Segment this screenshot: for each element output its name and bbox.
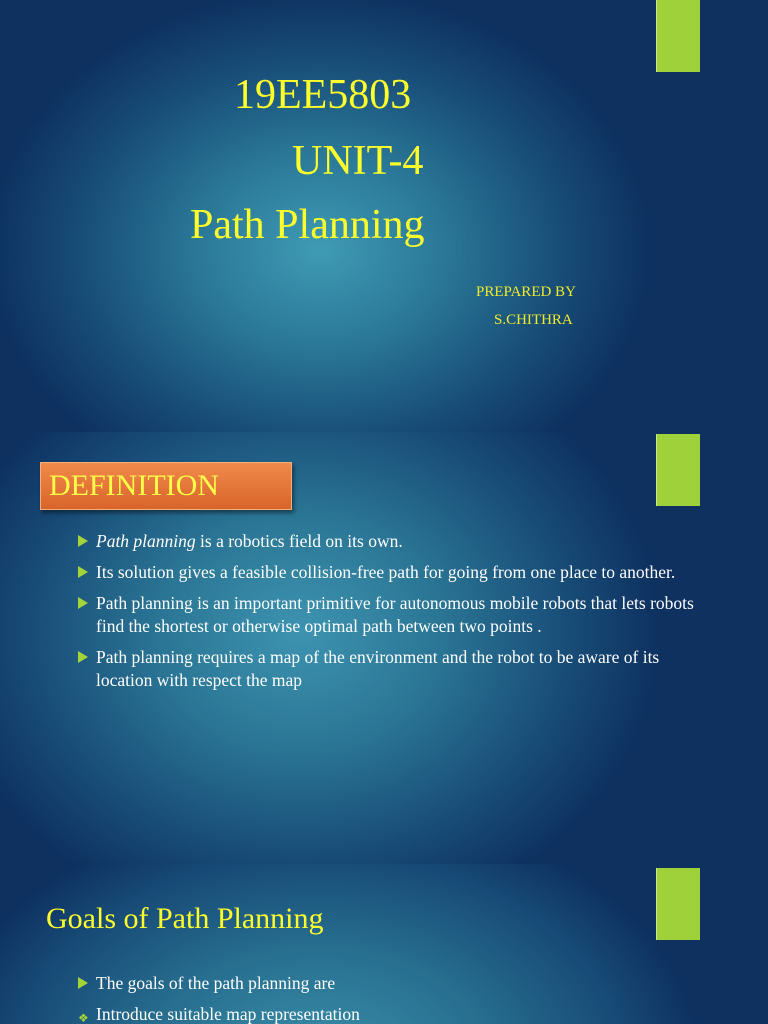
triangle-bullet-icon (78, 535, 88, 547)
definition-slide (0, 432, 768, 864)
bullet-text: Its solution gives a feasible collision-free path for going from one place to another. (96, 562, 676, 582)
triangle-bullet-icon (78, 977, 88, 989)
author-name: S.CHITHRA (494, 312, 573, 328)
definition-bullet-list (76, 530, 696, 700)
goals-slide (0, 864, 768, 1024)
list-item (76, 646, 696, 692)
goals-heading: Goals of Path Planning (46, 902, 324, 935)
accent-bar (656, 434, 700, 506)
list-item (76, 530, 696, 553)
italic-term: Path planning (96, 531, 196, 551)
course-code: 19EE5803 (234, 72, 412, 118)
triangle-bullet-icon (78, 597, 88, 609)
prepared-by-label: PREPARED BY (476, 284, 576, 300)
topic-title: Path Planning (190, 202, 425, 248)
bullet-text: Path planning is an important primitive for autonomous mobile robots that lets robots find the shortest or otherwise optimal path between two points . (96, 593, 694, 636)
bullet-text: Path planning requires a map of the environment and the robot to be aware of its location with respect the map (96, 647, 660, 690)
accent-bar (656, 0, 700, 72)
definition-heading: DEFINITION (49, 469, 219, 502)
definition-heading-box (40, 462, 292, 510)
unit-title: UNIT-4 (292, 138, 424, 184)
accent-bar (656, 868, 700, 940)
triangle-bullet-icon (78, 651, 88, 663)
bullet-text: The goals of the path planning are (96, 973, 336, 993)
title-slide (0, 0, 768, 432)
diamond-bullet-icon: ❖ (78, 1011, 89, 1024)
list-item (76, 561, 696, 584)
list-item (76, 972, 696, 995)
goals-bullet-list (76, 972, 696, 1024)
list-item (76, 1003, 696, 1024)
bullet-text: is a robotics field on its own. (195, 531, 403, 551)
list-item (76, 592, 696, 638)
triangle-bullet-icon (78, 566, 88, 578)
bullet-text: Introduce suitable map representation (96, 1004, 360, 1024)
